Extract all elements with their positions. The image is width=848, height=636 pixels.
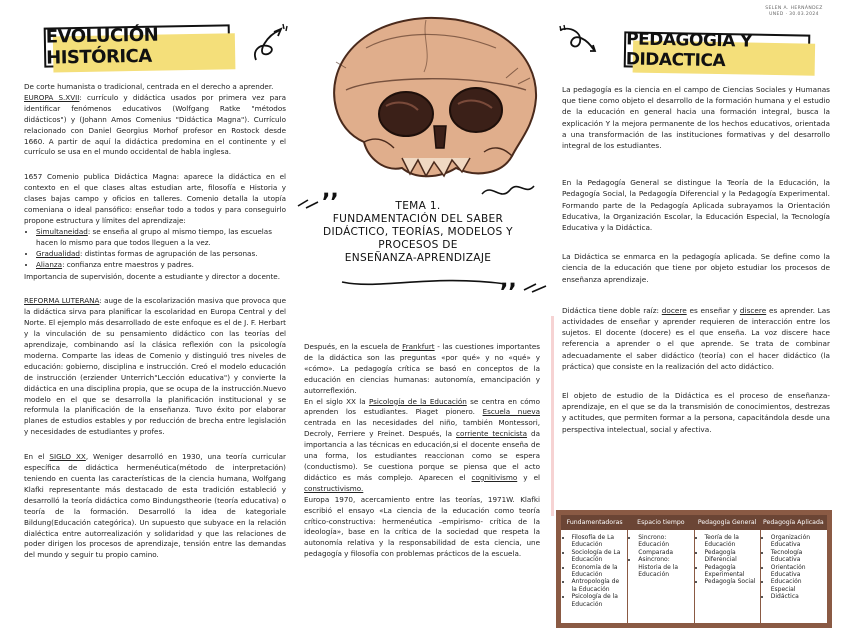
table-cell-pedagogia-general <box>694 530 760 624</box>
list-item: • Filosofía de La Educación <box>572 534 626 549</box>
list-item: • Simultaneidad: se enseña al grupo al mismo tiempo, las escuelas hacen lo mismo para que todos lleguen a la vez. <box>36 227 286 249</box>
center-paragraph-3: Europa 1970, acercamiento entre las teorías, 1971W. Klafki escribió el ensayo «La ciencia de la educación como teoría crítico-constructiva: hermenéutica –empirismo- crítica de la ideología», base en la crítica de la sociedad que respeta la autonomía relativa y la responsabilidad de esta ciencia, une pedagogía y filosofía con problemas prácticos de la escuela. <box>304 494 540 559</box>
list-item: • Educación Especial <box>771 578 825 593</box>
right-paragraph-5: El objeto de estudio de la Didáctica es el proceso de enseñanza-aprendizaje, en el que se da la transmisión de conocimientos, destrezas y actitudes, que permiten formar a la persona, capacitándola desde una perspectiva intelectual, social y afectiva. <box>562 391 830 434</box>
list-item: • Didáctica <box>771 593 825 600</box>
list-item: • Alianza: confianza entre maestros y padres. <box>36 260 286 271</box>
table-row <box>562 530 827 624</box>
center-title-line4: PROCESOS DE <box>378 239 458 251</box>
list-item: • Pedagogía Experimental <box>705 564 758 579</box>
left-p1-text: : currículo y didáctica usados por primera vez para identificar fenómenos educativos (Wolfgang Ratke "métodos didácticos") y (Johann Amos Comenius "Didáctica Magna"). Currículo relacionado con Daniel Georgius Morhof profesor en Rostock desde 1660. A partir de aquí la didáctica predomina en el continente y el currículo se usa en el mundo occidental de habla inglesa. <box>24 92 286 157</box>
quote-open-icon: ,, <box>322 178 339 203</box>
scribble-arrow-left-icon <box>250 22 290 66</box>
center-title <box>322 200 514 265</box>
scribble-arrow-right-icon <box>556 24 600 60</box>
left-paragraph-4: En el SIGLO XX, Weniger desarrolló en 1930, una teoría curricular específica de didáctica hermenéutica(método de interpretación) teniendo en cuenta las características de la ciencia humana, Wolfgang Klafki representante más destacado de esta tradición estableció y desarrolló la teoría didáctica como Bindungstheorie (teoría educativa) o teoría de la formación. Desarrolló la idea de kategoriale Bildung(Educación categórica). Un supuesto que subyace en la relación dialéctica entre autorrealización y solidaridad y que las relaciones de poder dirigen los procesos de aprendizaje, tensión entre las demandas del mundo y seguir tu propio camino. <box>24 452 286 560</box>
author-info <box>746 6 842 18</box>
left-p2-text: 1657 Comenio publica Didáctica Magna: aparece la didáctica en el contexto en el que clases altas estudian arte, filosofía e Historia y clases bajas campo y oficios en talleres. Comenio detalla la utopía comeniana o ideal pansófico: enseñar todo a todos y para conseguirlo propone estructura y límites del aprendizaje: <box>24 172 286 225</box>
title-left-text: EVOLUCIÓN HISTÓRICA <box>45 24 159 69</box>
table-cell-fundamentadoras <box>562 530 628 624</box>
table-header: Pedagogía General <box>694 516 760 530</box>
list-item: • Organización Educativa <box>771 534 825 549</box>
left-paragraph-1 <box>24 82 286 158</box>
list-item: • Orientación Educativa <box>771 564 825 579</box>
quote-close-icon: ,, <box>500 268 517 293</box>
left-column <box>24 82 286 569</box>
author-date: UNED · 30.03.2024 <box>769 12 819 17</box>
pedagogy-table <box>556 510 832 628</box>
list-item: • Psicología de la Educación <box>572 593 626 608</box>
list-item: • Pedagogía Social <box>705 578 758 585</box>
dashes-left-icon <box>296 196 324 210</box>
center-paragraph-1: Después, en la escuela de Frankfurt - las cuestiones importantes de la didáctica son las preguntas «por qué» y no «qué» y «cómo». La pedagogía crítica se basó en conceptos de la educación en ciencias humanas: autonomía, emancipación y autorreflexión. <box>304 342 540 395</box>
pink-accent-bar <box>551 316 554 516</box>
table-header-row <box>562 516 827 530</box>
list-item: • Sociología de La Educación <box>572 549 626 564</box>
center-column <box>304 342 540 568</box>
left-p3-heading: REFORMA LUTERANA <box>24 296 100 306</box>
skull-illustration <box>306 8 554 184</box>
left-bullet-list <box>36 227 286 271</box>
list-item: • Gradualidad: distintas formas de agrupación de las personas. <box>36 249 286 260</box>
title-evolucion-historica <box>44 24 231 67</box>
left-p1-heading: EUROPA S.XVII <box>24 92 80 102</box>
left-paragraph-3: REFORMA LUTERANA: auge de la escolarización masiva que provoca que la didáctica sirva para planificar la escolaridad en Europa Central y del Norte. El ejemplo más desarrollado de este enfoque es el de J. F. Herbart y la vinculación de su pensamiento didáctico con las teorías del aprendizaje, combinando así la clásica reflexión con la psicología moderna. Comparte las ideas de Comenio y distinguió tres niveles de educación: gobierno, disciplina e instrucción. Creó el modelo educación de instrucción (erziender Unterrich"Lección educativa") y convierte la didáctica en una disciplina propia, que se ocupa de la instrucción.Nuevo modelo en el que se desarrolla la planificación institucional y se reformula la planificación de la enseñanza. Tuvo éxito por elaborar planes de estudios estables y por reducción de brecha entre legislación y necesidades de estudiantes y profes. <box>24 296 286 437</box>
list-item: • Teoría de la Educación <box>705 534 758 549</box>
underline-wave-icon <box>340 276 508 292</box>
center-paragraph-2: En el siglo XX la Psicología de la Educación se centra en cómo aprenden los estudiantes. Piaget pionero. Escuela nueva centrada en las necesidades del niño, también Montessori, Decroly, Ferriere y Freinet. Después, la corriente tecnicista da importancia a las técnicas en educación,si el docente enseña de una forma, los estudiantes reaccionan como se espera (conductismo). Se cuestiona porque se piensa que el acto didáctico es más complejo. Aparecen el cognitivismo y el constructivismo. <box>304 396 540 493</box>
list-item: • Pedagogía Diferencial <box>705 549 758 564</box>
list-item: • Tecnología Educativa <box>771 549 825 564</box>
table-cell-espacio-tiempo <box>628 530 694 624</box>
center-title-line5: ENSEÑANZA-APRENDIZAJE <box>344 252 492 264</box>
left-paragraph-2 <box>24 172 286 227</box>
right-column <box>562 84 830 447</box>
right-paragraph-1: La pedagogía es la ciencia en el campo de Ciencias Sociales y Humanas que tiene como objeto el desarrollo de la formación humana y el estudio de la educación en general hacia una formación integral, busca la explicación Y la mejora permanente de los hechos educativos, orientada a una transformación de las instituciones formativas y del desarrollo integral de los estudiantes. <box>562 85 830 151</box>
list-item: • Asincrono: Historia de la Educación <box>638 556 691 578</box>
right-paragraph-3: La Didáctica se enmarca en la pedagogía aplicada. Se define como la ciencia de la educación que tiene por objeto estudiar los procesos de enseñanza aprendizaje. <box>562 252 830 284</box>
title-right-text: PEDAGOGIA Y DIDACTICA <box>625 29 753 72</box>
left-p1-intro: De corte humanista o tradicional, centrada en el derecho a aprender. <box>24 82 274 91</box>
table-cell-pedagogia-aplicada <box>760 530 826 624</box>
table-header: Fundamentadoras <box>562 516 628 530</box>
center-title-line2: FUNDAMENTACIÓN DEL SABER <box>332 213 504 225</box>
center-title-line1: TEMA 1. <box>395 200 441 212</box>
center-title-line3: DIDÁCTICO, TEORÍAS, MODELOS Y <box>323 226 513 238</box>
list-item: • Sincrono: Educación Comparada <box>638 534 691 556</box>
list-item: • Antropología de la Educación <box>572 578 626 593</box>
author-name: SELEN A. HERNÁNDEZ <box>765 6 823 11</box>
dashes-right-icon <box>522 280 550 294</box>
list-item: • Economía de la Educación <box>572 564 626 579</box>
right-paragraph-4: Didáctica tiene doble raíz: docere es enseñar y discere es aprender. Las actividades de enseñar y aprender requieren de interacción entre los sujetos. El docente (docere) es el que enseña. La voz discere hace referencia a aprender o el que aprende. Se trata de combinar adecuadamente el saber didáctico (teoría) con el hacer didáctico (la práctica) que consiste en la realización del acto didáctico. <box>562 305 831 371</box>
table-header: Pedagogía Aplicada <box>760 516 826 530</box>
left-p2-end: Importancia de supervisión, docente a estudiante y director a docente. <box>24 271 280 281</box>
left-p4-heading: SIGLO XX <box>49 452 86 462</box>
pedagogy-table-grid <box>561 515 827 623</box>
table-header: Espacio tiempo <box>628 516 694 530</box>
title-pedagogia-didactica <box>624 31 811 70</box>
right-paragraph-2: En la Pedagogía General se distingue la Teoría de la Educación, la Pedagogía Social, la Pedagogía Diferencial y la Pedagogía Experimental. Formando parte de la Pedagogía Aplicada subrayamos la Orientación Educativa, la Organización Escolar, la Educación Especial, la Tecnología Educativa y la Didáctica. <box>562 178 830 233</box>
